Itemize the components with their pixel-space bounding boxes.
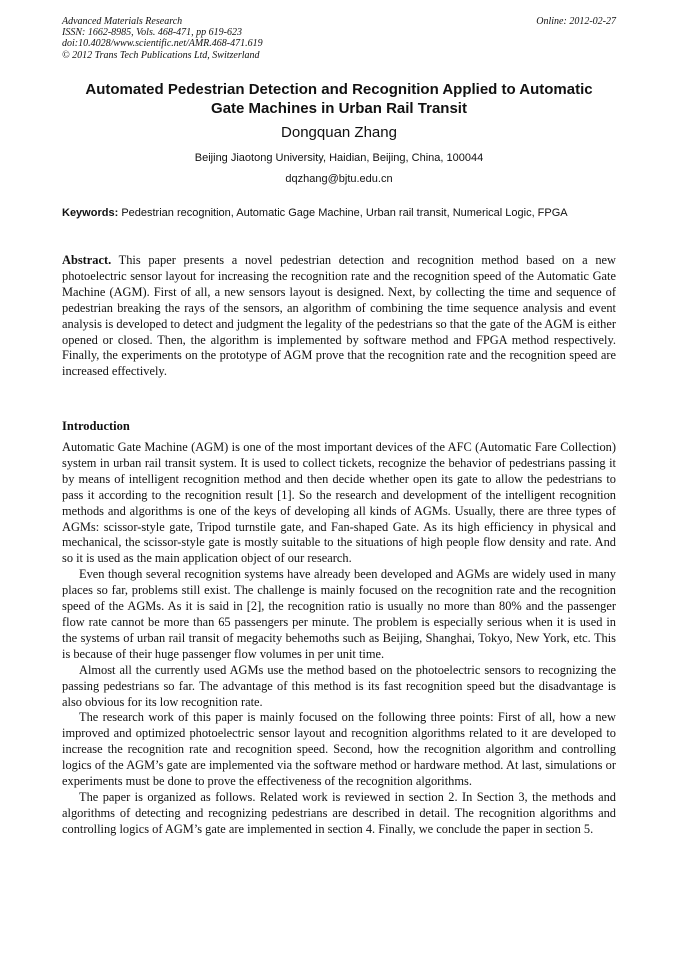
abstract-text: This paper presents a novel pedestrian detection and recognition method based on a new photoelectric sensor layout for increasing the recognition rate and the recognition speed of the Automatic Gate Machine (AGM). First of all, a new sensors layout is designed. Next, by collecting the time and sequence of pedestrian breaking the rays of the sensors, an algorithm of combining the time sequence analysis and event analysis is developed to detect and judgment the legality of the pedestrians so that the gate of the AGM is either opened or closed. Then, the algorithm is implemented by software method and FPGA method respectively. Finally, the experiments on the prototype of AGM prove that the recognition rate and the recognition speed are increased effectively.: [62, 253, 616, 379]
keywords: [62, 206, 616, 221]
intro-paragraph-2: Even though several recognition systems have already been developed and AGMs are widely used in many places so far, problems still exist. The challenge is mainly focused on the recognition rate and the recognition speed of the AGMs. As it is said in [2], the recognition ratio is usually no more than 80% and the passenger flow rate cannot be more than 65 passengers per minute. The problem is especially serious when it is used in the systems of urban rail transit of megacity behemoths such as Beijing, Shanghai, Tokyo, New York, etc. This is because of their huge passenger flow volumes in per unit time.: [62, 567, 616, 661]
intro-paragraph-5: The paper is organized as follows. Related work is reviewed in section 2. In Section 3, the methods and algorithms of detecting and recognizing pedestrians are described in detail. The recognition algorithms and controlling logics of AGM’s gate are implemented in section 4. Finally, we conclude the paper in section 5.: [62, 789, 616, 836]
abstract: [62, 253, 616, 380]
author-email: dqzhang@bjtu.edu.cn: [285, 173, 393, 185]
online-date: Online: 2012-02-27: [536, 16, 616, 27]
abstract-label: Abstract.: [62, 253, 112, 267]
journal-name: Advanced Materials Research: [62, 16, 183, 27]
title-line-2: Gate Machines in Urban Rail Transit: [211, 100, 467, 117]
section-heading-introduction: Introduction: [62, 419, 130, 433]
intro-paragraph-3: Almost all the currently used AGMs use the method based on the photoelectric sensors to recognizing the passing pedestrians so far. The advantage of this method is its fast recognition speed but the disadvantage is also obvious for its low recognition rate.: [62, 662, 616, 709]
keywords-label: Keywords:: [62, 207, 119, 219]
intro-paragraph-1: Automatic Gate Machine (AGM) is one of the most important devices of the AFC (Automatic Fare Collection) system in urban rail transit system. It is used to collect tickets, recognize the behavior of pedestrians passing it by means of intelligent recognition method and then decide whether open its gate to allow the pedestrians to pass it according to the recognition result [1]. So the research and development of the intelligent recognition methods and algorithms is one of the keys of developing all kinds of AGMs. Usually, there are three types of AGMs: scissor-style gate, Tripod turnstile gate, and Fan-shaped Gate. As its high efficiency in physical and mechanical, the scissor-style gate is mostly suitable to the situations of high people flow density and rate. And so it is used as the main application object of our research.: [62, 440, 616, 566]
introduction-body: [62, 440, 616, 838]
journal-header: [62, 16, 616, 61]
author-affiliation: Beijing Jiaotong University, Haidian, Beijing, China, 100044: [194, 152, 484, 164]
intro-paragraph-4: The research work of this paper is mainly focused on the following three points: First of all, how a new improved and optimized photoelectric sensor layout and recognition algorithms related to it are developed to increase the recognition rate and recognition speed. Second, how the recognition algorithm and controlling logics of the AGM’s gate are implemented via the software method or hardware method. At last, simulations or experiments must be done to prove the effectiveness of the recognition algorithms.: [62, 710, 616, 789]
paper-title: [62, 80, 616, 118]
copyright-line: © 2012 Trans Tech Publications Ltd, Switzerland: [62, 49, 260, 61]
keywords-text: Pedestrian recognition, Automatic Gage Machine, Urban rail transit, Numerical Logic, FPGA: [121, 207, 568, 219]
issn-line: ISSN: 1662-8985, Vols. 468-471, pp 619-623: [62, 27, 242, 39]
title-line-1: Automated Pedestrian Detection and Recognition Applied to Automatic: [85, 81, 593, 98]
doi-line: doi:10.4028/www.scientific.net/AMR.468-471.619: [62, 38, 263, 50]
author-name: Dongquan Zhang: [281, 124, 397, 141]
